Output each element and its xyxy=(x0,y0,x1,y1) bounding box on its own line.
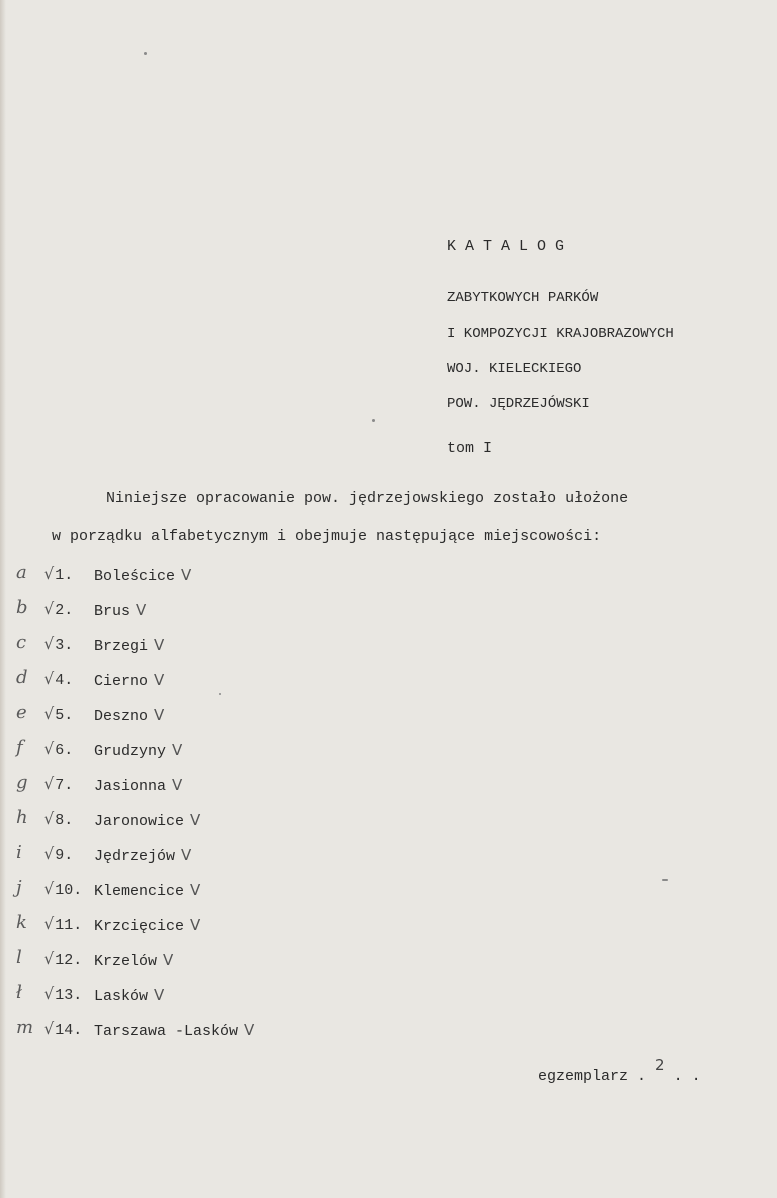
place-row xyxy=(16,597,436,632)
checkmark-icon: √ xyxy=(44,599,55,618)
place-name xyxy=(94,881,200,900)
checkmark-icon: √ xyxy=(44,634,55,653)
place-row xyxy=(16,807,436,842)
place-name xyxy=(94,986,164,1005)
place-number xyxy=(44,809,100,829)
place-row xyxy=(16,877,436,912)
place-number-text: 5. xyxy=(55,707,74,724)
place-name-text: Cierno xyxy=(94,673,149,690)
check-icon: V xyxy=(154,671,165,689)
place-row xyxy=(16,842,436,877)
pencil-letter-mark: f xyxy=(16,737,23,758)
pencil-letter-mark: k xyxy=(16,912,27,933)
check-icon: V xyxy=(172,776,183,794)
check-icon: V xyxy=(163,951,174,969)
subtitle-line-4: POW. JĘDRZEJÓWSKI xyxy=(447,396,590,412)
place-name-text: Jaronowice xyxy=(94,813,185,830)
place-number xyxy=(44,1019,100,1039)
place-name-text: Boleścice xyxy=(94,568,176,585)
place-name xyxy=(94,811,200,830)
place-number xyxy=(44,879,100,899)
place-name-text: Jasionna xyxy=(94,778,167,795)
intro-line-2: w porządku alfabetycznym i obejmuje następujące miejscowości: xyxy=(52,528,602,545)
subtitle-line-1: ZABYTKOWYCH PARKÓW xyxy=(447,290,599,306)
place-name-text: Krzelów xyxy=(94,953,158,970)
place-row xyxy=(16,1017,436,1052)
pencil-letter-mark: b xyxy=(16,597,28,618)
place-number xyxy=(44,704,100,724)
place-row xyxy=(16,947,436,982)
place-number xyxy=(44,914,100,934)
place-number-text: 4. xyxy=(55,672,74,689)
check-icon: V xyxy=(190,881,201,899)
place-number-text: 6. xyxy=(55,742,74,759)
pencil-letter-mark: m xyxy=(16,1017,34,1038)
checkmark-icon: √ xyxy=(44,739,55,758)
place-name-text: Krzcięcice xyxy=(94,918,185,935)
place-number-text: 9. xyxy=(55,847,74,864)
pencil-letter-mark: d xyxy=(16,667,28,688)
pencil-letter-mark: e xyxy=(16,702,27,723)
place-number-text: 7. xyxy=(55,777,74,794)
place-name xyxy=(94,601,146,620)
check-icon: V xyxy=(154,706,165,724)
check-icon: V xyxy=(154,986,165,1004)
copy-number-line xyxy=(538,1056,701,1085)
place-number xyxy=(44,984,100,1004)
place-number-text: 14. xyxy=(55,1022,83,1039)
check-icon: V xyxy=(190,916,201,934)
catalog-title: K A T A L O G xyxy=(447,238,565,255)
place-number-text: 13. xyxy=(55,987,83,1004)
place-number xyxy=(44,739,100,759)
place-number xyxy=(44,949,100,969)
place-number-text: 10. xyxy=(55,882,83,899)
checkmark-icon: √ xyxy=(44,949,55,968)
place-number-text: 2. xyxy=(55,602,74,619)
check-icon: V xyxy=(190,811,201,829)
place-number-text: 1. xyxy=(55,567,74,584)
pencil-letter-mark: ł xyxy=(16,982,22,1003)
place-number xyxy=(44,599,100,619)
place-number xyxy=(44,844,100,864)
pencil-letter-mark: i xyxy=(16,842,22,863)
place-number xyxy=(44,774,100,794)
pencil-letter-mark: g xyxy=(16,772,28,793)
place-name-text: Brzegi xyxy=(94,638,149,655)
paper-speck xyxy=(144,52,147,55)
checkmark-icon: √ xyxy=(44,1019,55,1038)
place-row xyxy=(16,667,436,702)
check-icon: V xyxy=(172,741,183,759)
copy-suffix: . . xyxy=(673,1068,701,1085)
copy-label: egzemplarz . xyxy=(538,1068,647,1085)
pencil-letter-mark: l xyxy=(16,947,22,968)
place-row xyxy=(16,772,436,807)
place-row xyxy=(16,982,436,1017)
checkmark-icon: √ xyxy=(44,564,55,583)
subtitle-line-2: I KOMPOZYCJI KRAJOBRAZOWYCH xyxy=(447,326,674,342)
check-icon: V xyxy=(244,1021,255,1039)
copy-number: 2 xyxy=(655,1056,665,1074)
paper-speck xyxy=(662,879,668,881)
intro-line-1: Niniejsze opracowanie pow. jędrzejowskiego zostało ułożone xyxy=(106,490,629,507)
place-number-text: 12. xyxy=(55,952,83,969)
check-icon: V xyxy=(154,636,165,654)
place-name xyxy=(94,916,200,935)
places-list xyxy=(16,562,436,1052)
checkmark-icon: √ xyxy=(44,704,55,723)
place-number xyxy=(44,669,100,689)
place-number-text: 11. xyxy=(55,917,83,934)
place-name xyxy=(94,776,182,795)
place-name xyxy=(94,671,164,690)
place-name xyxy=(94,566,191,585)
place-row xyxy=(16,912,436,947)
subtitle-line-3: WOJ. KIELECKIEGO xyxy=(447,361,582,377)
checkmark-icon: √ xyxy=(44,669,55,688)
check-icon: V xyxy=(181,566,192,584)
place-name-text: Lasków xyxy=(94,988,149,1005)
place-number xyxy=(44,634,100,654)
place-name xyxy=(94,636,164,655)
pencil-letter-mark: j xyxy=(16,877,22,898)
place-name xyxy=(94,1021,254,1040)
paper-speck xyxy=(372,419,375,422)
pencil-letter-mark: h xyxy=(16,807,28,828)
place-number xyxy=(44,564,100,584)
page-left-edge xyxy=(0,0,6,1198)
checkmark-icon: √ xyxy=(44,774,55,793)
pencil-letter-mark: c xyxy=(16,632,27,653)
paper-speck xyxy=(219,693,221,695)
place-name-text: Brus xyxy=(94,603,131,620)
place-name xyxy=(94,706,164,725)
checkmark-icon: √ xyxy=(44,914,55,933)
place-row xyxy=(16,737,436,772)
place-number-text: 3. xyxy=(55,637,74,654)
place-number-text: 8. xyxy=(55,812,74,829)
place-name-text: Tarszawa -Lasków xyxy=(94,1023,239,1040)
place-name xyxy=(94,951,173,970)
place-row xyxy=(16,562,436,597)
place-name-text: Grudzyny xyxy=(94,743,167,760)
checkmark-icon: √ xyxy=(44,879,55,898)
place-row xyxy=(16,632,436,667)
pencil-letter-mark: a xyxy=(16,562,27,583)
volume-label: tom I xyxy=(447,440,493,457)
place-name-text: Klemencice xyxy=(94,883,185,900)
place-name-text: Deszno xyxy=(94,708,149,725)
checkmark-icon: √ xyxy=(44,809,55,828)
place-name xyxy=(94,846,191,865)
checkmark-icon: √ xyxy=(44,844,55,863)
checkmark-icon: √ xyxy=(44,984,55,1003)
place-name xyxy=(94,741,182,760)
check-icon: V xyxy=(181,846,192,864)
place-row xyxy=(16,702,436,737)
place-name-text: Jędrzejów xyxy=(94,848,176,865)
check-icon: V xyxy=(136,601,147,619)
